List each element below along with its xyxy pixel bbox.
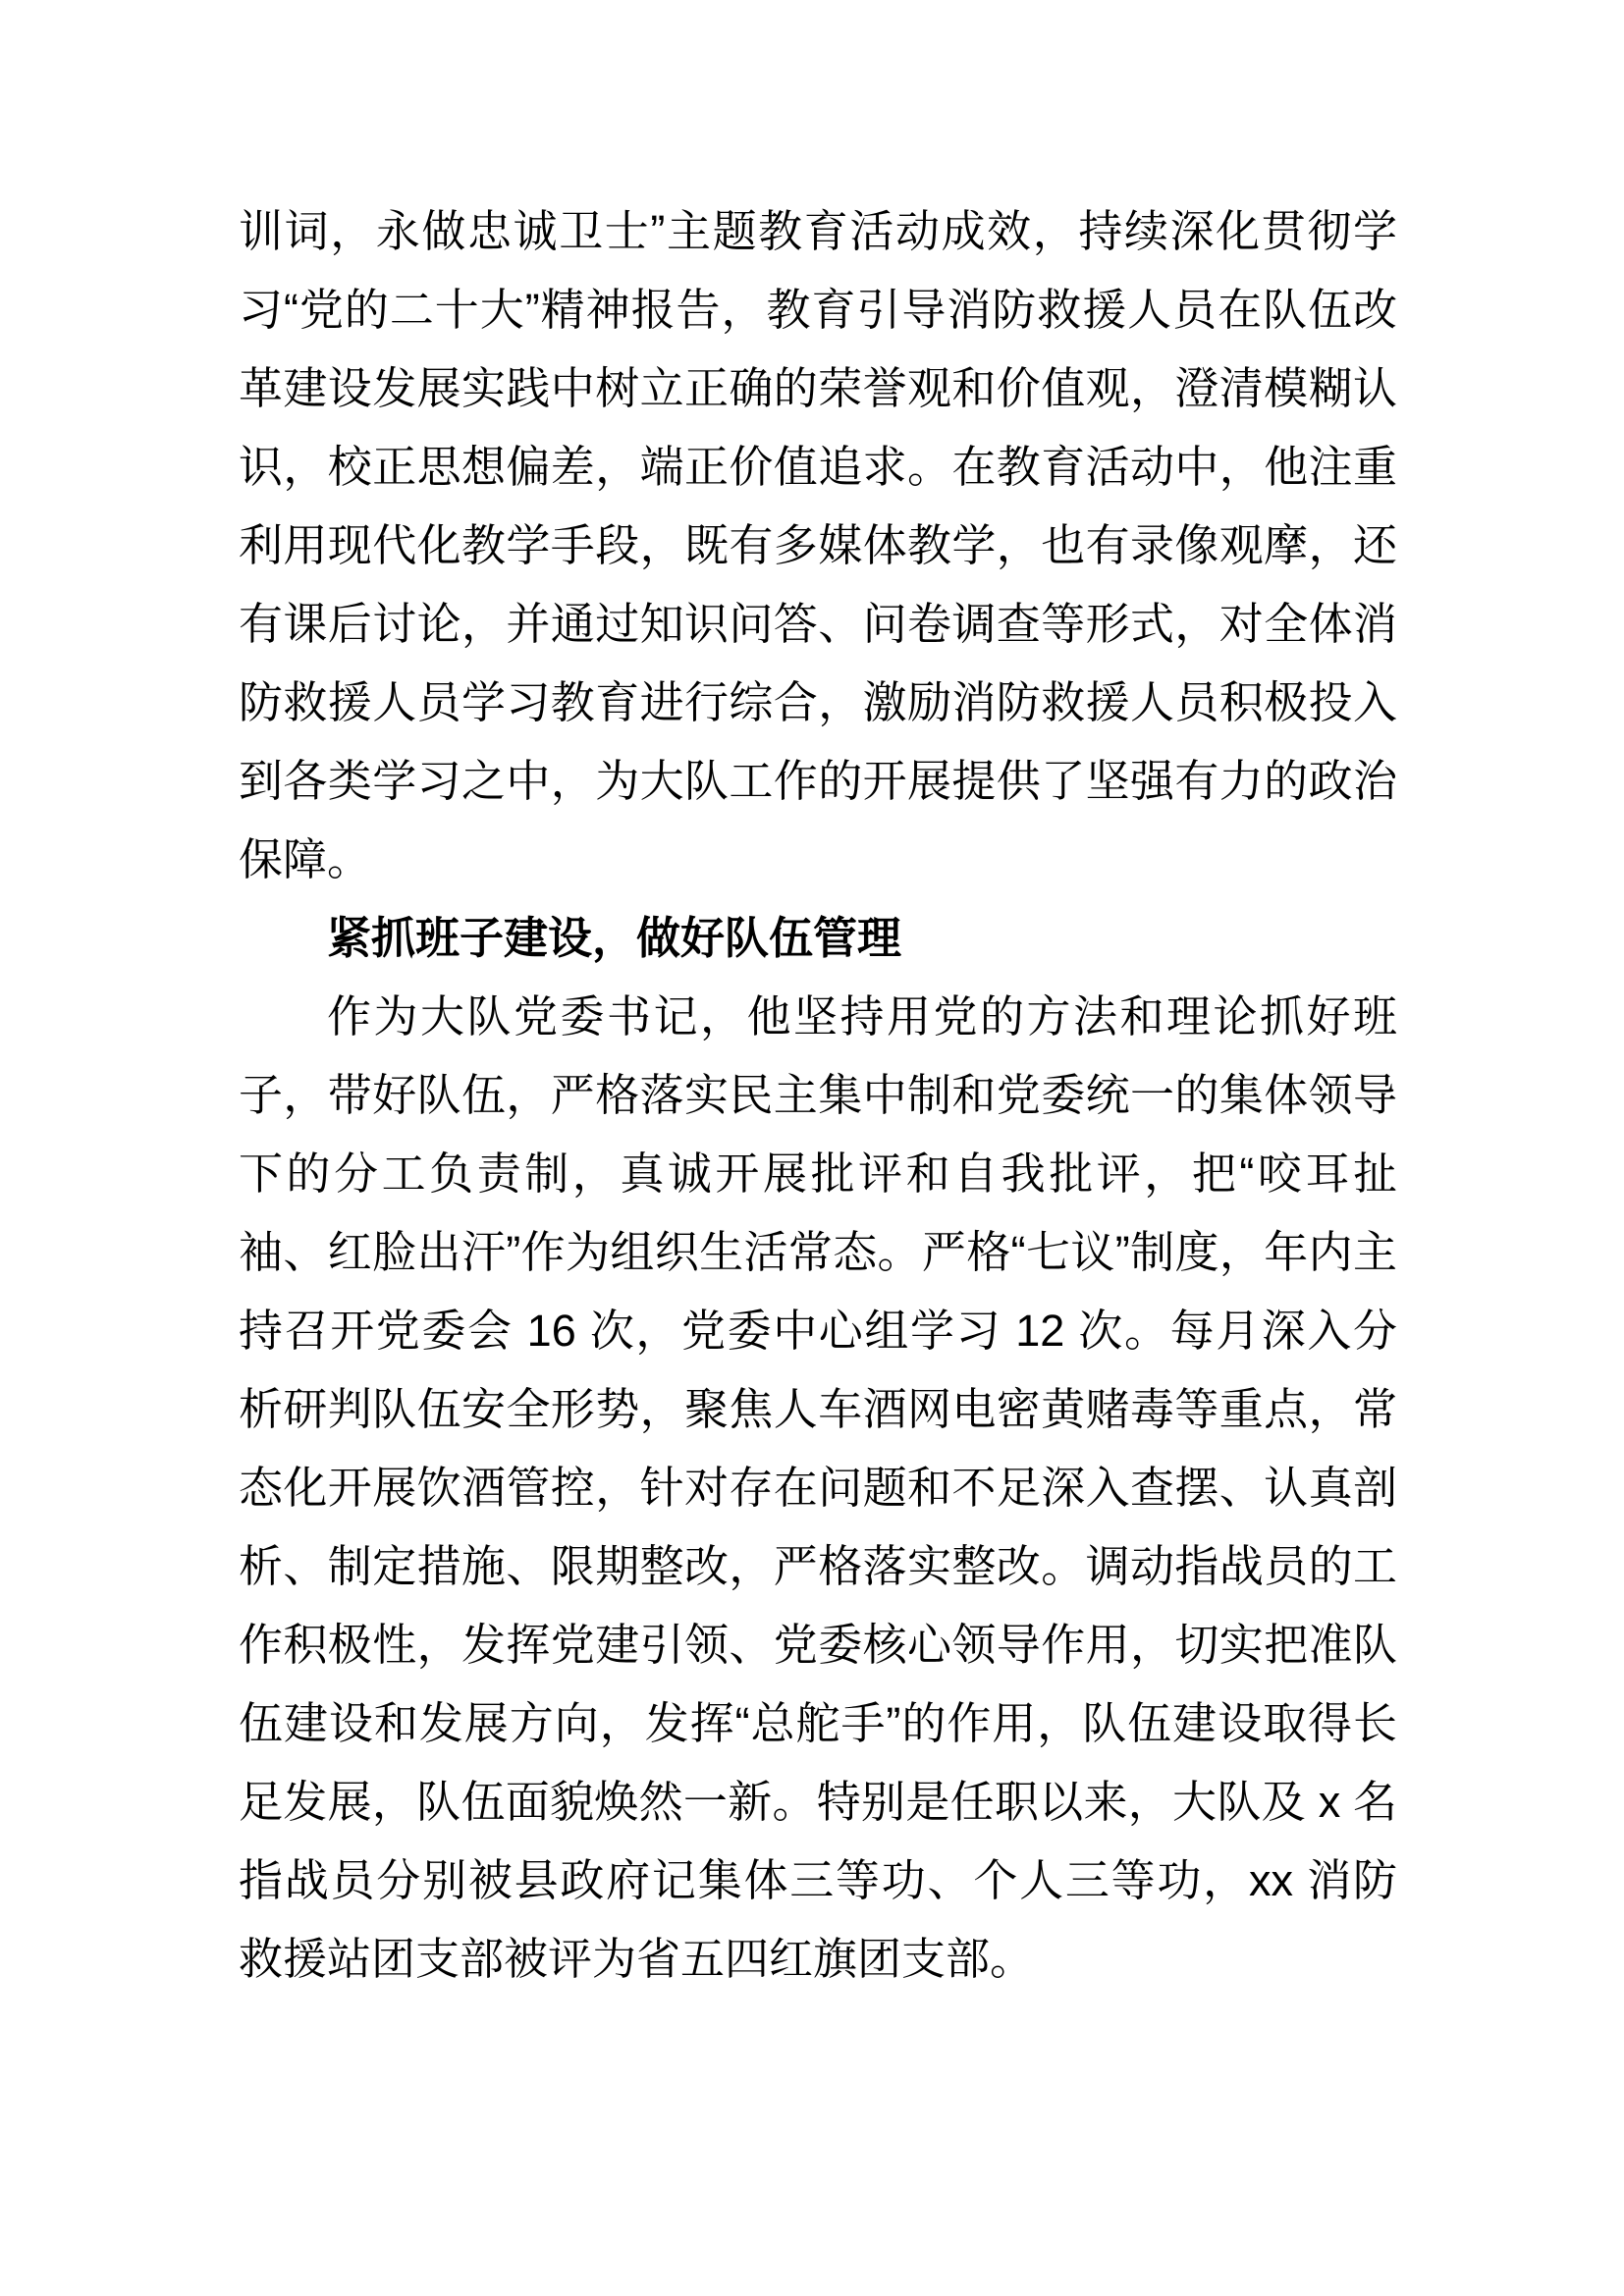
paragraph-continued: 训词，永做忠诚卫士”主题教育活动成效，持续深化贯彻学习“党的二十大”精神报告，教育引导消防救援人员在队伍改革建设发展实践中树立正确的荣誉观和价值观，澄清模糊认识，校正思想偏差，端正价值追求。在教育活动中，他注重利用现代化教学手段，既有多媒体教学，也有录像观摩，还有课后讨论，并通过知识问答、问卷调查等形式，对全体消防救援人员学习教育进行综合，激励消防救援人员积极投入到各类学习之中，为大队工作的开展提供了坚强有力的政治保障。 [239, 206, 1397, 884]
section-heading: 紧抓班子建设，做好队伍管理 [327, 913, 902, 963]
paragraph-team-building: 作为大队党委书记，他坚持用党的方法和理论抓好班子，带好队伍，严格落实民主集中制和党委统一的集体领导下的分工负责制，真诚开展批评和自我批评，把“咬耳扯袖、红脸出汗”作为组织生活常态。严格“七议”制度，年内主持召开党委会 16 次，党委中心组学习 12 次。每月深入分析研判队伍安全形势，聚焦人车酒网电密黄赌毒等重点，常态化开展饮酒管控，针对存在问题和不足深入查摆、认真剖析、制定措施、限期整改，严格落实整改。调动指战员的工作积极性，发挥党建引领、党委核心领导作用，切实把准队伍建设和发展方向，发挥“总舵手”的作用，队伍建设取得长足发展，队伍面貌焕然一新。特别是任职以来，大队及 x 名指战员分别被县政府记集体三等功、个人三等功，xx 消防救援站团支部被评为省五四红旗团支部。 [239, 991, 1397, 1984]
page-content [239, 192, 1397, 1999]
